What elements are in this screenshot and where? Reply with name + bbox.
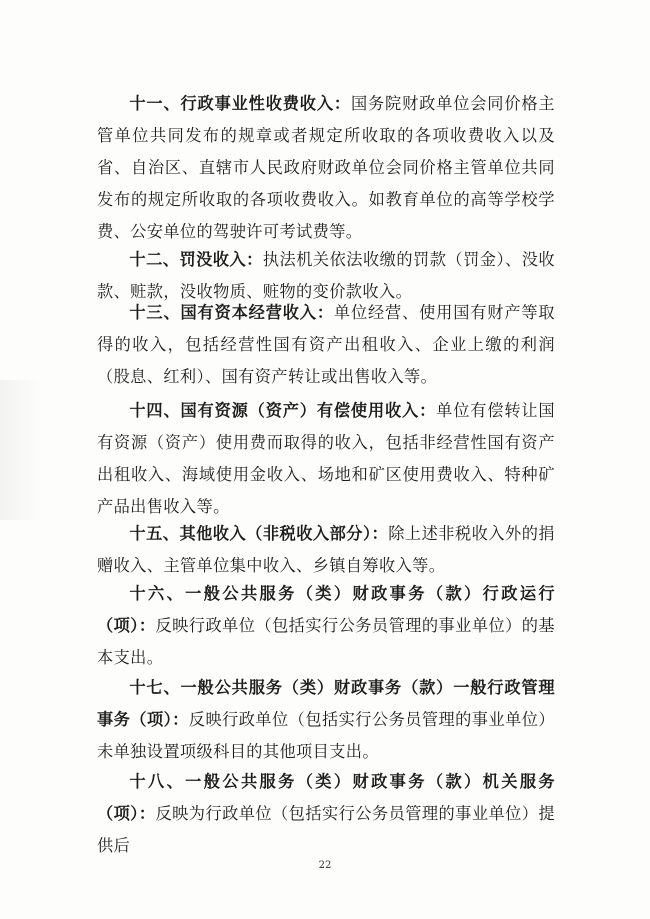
paragraph-body: 执法机关依法收缴的罚款（罚金）、没收款、赃款，没收物质、赃物的变价款收入。 [97, 250, 555, 301]
paragraph-body: 单位经营、使用国有财产等取得的收入，包括经营性国有资产出租收入、企业上缴的利润（股息、红利）、国有资产转让或出售收入等。 [97, 303, 555, 386]
paragraph-heading: 十六、一般公共服务（类）财政事务（款）行政运行（项）： [97, 584, 555, 635]
paragraph-heading: 十八、一般公共服务（类）财政事务（款）机关服务（项）： [97, 772, 555, 823]
paragraph-body: 国务院财政单位会同价格主管单位共同发布的规章或者规定所收取的各项收费收入以及省、自治区、直辖市人民政府财政单位会同价格主管单位共同发布的规定所收取的各项收费收入。如教育单位的高等学校学费、公安单位的驾驶许可考试费等。 [97, 94, 555, 241]
paragraph-14 [97, 395, 555, 523]
paragraph-15 [97, 518, 555, 582]
scan-shadow [0, 380, 40, 520]
paragraph-heading: 十五、其他收入（非税收入部分）： [129, 524, 389, 543]
paragraph-18 [97, 766, 555, 862]
paragraph-heading: 十三、国有资本经营收入： [129, 303, 334, 322]
paragraph-heading: 十一、行政事业性收费收入： [129, 94, 351, 113]
paragraph-body: 反映行政单位（包括实行公务员管理的事业单位）的基本支出。 [97, 616, 555, 667]
paragraph-11 [97, 88, 555, 248]
paragraph-heading: 十四、国有资源（资产）有偿使用收入： [129, 401, 437, 420]
paragraph-body: 反映为行政单位（包括实行公务员管理的事业单位）提供后 [97, 804, 555, 855]
paragraph-body: 反映行政单位（包括实行公务员管理的事业单位）未单独设置项级科目的其他项目支出。 [97, 710, 555, 761]
page-number: 22 [318, 860, 332, 871]
paragraph-body: 除上述非税收入外的捐赠收入、主管单位集中收入、乡镇自筹收入等。 [97, 524, 555, 575]
paragraph-body: 单位有偿转让国有资源（资产）使用费而取得的收入，包括非经营性国有资产出租收入、海域使用金收入、场地和矿区使用费收入、特种矿产品出售收入等。 [97, 401, 555, 516]
paragraph-heading: 十七、一般公共服务（类）财政事务（款）一般行政管理事务（项）： [97, 678, 555, 729]
paragraph-16 [97, 578, 555, 674]
paragraph-13 [97, 297, 555, 393]
paragraph-heading: 十二、罚没收入： [129, 250, 263, 269]
paragraph-17 [97, 672, 555, 768]
